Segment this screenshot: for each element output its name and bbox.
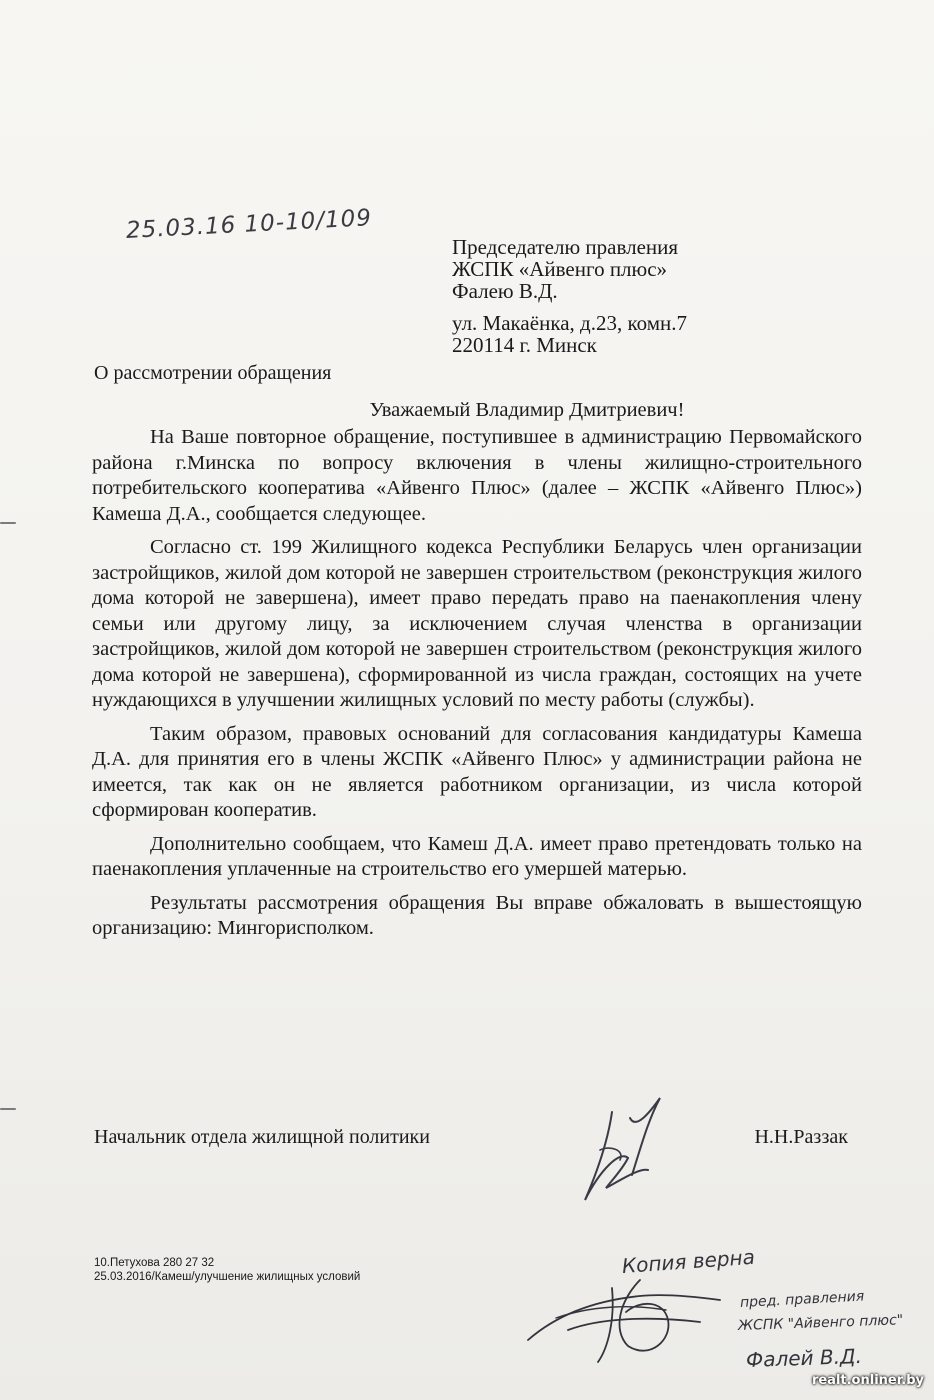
body-paragraph: Согласно ст. 199 Жилищного кодекса Республики Беларусь член организации застройщиков, жилой дом которой не завершен строительством (реконструкция жилого дома которой не завершена), имеет право передать право на паенакопления члену семьи или другому лицу, за исключением случая членства в организации застройщиков, жилой дом которой не завершен строительством (реконструкция жилого дома которой не завершена), сформированной из числа граждан, состоящих на учете нуждающихся в улучшении жилищных условий по месту работы (службы). (92, 536, 862, 711)
official-signature (585, 1098, 660, 1200)
executor-block (94, 1256, 360, 1284)
body-paragraph: Таким образом, правовых оснований для согласования кандидатуры Камеша Д.А. для принятия его в члены ЖСПК «Айвенго Плюс» у администрации района не имеется, так как он не является работником организации, из числа которой сформирован кооператив. (92, 722, 862, 821)
addressee-name: Фалею В.Д. (452, 279, 558, 303)
addressee-organization: ЖСПК «Айвенго плюс» (452, 257, 668, 281)
receipt-note-name: Фалей В.Д. (745, 1343, 863, 1372)
addressee-street: ул. Макаёнка, д.23, комн.7 (452, 311, 687, 335)
site-watermark: realt.onliner.by (811, 1373, 924, 1388)
body-paragraph: Результаты рассмотрения обращения Вы вправе обжаловать в вышестоящую организацию: Мингорисполком. (92, 891, 862, 939)
body-paragraph: На Ваше повторное обращение, поступившее в администрацию Первомайского района г.Минска по вопросу включения в члены жилищно-строительного потребительского кооператива «Айвенго Плюс» (далее – ЖСПК «Айвенго Плюс») Камеша Д.А., сообщается следующее. (92, 426, 862, 525)
salutation: Уважаемый Владимир Дмитриевич! (369, 399, 685, 421)
addressee-city: 220114 г. Минск (452, 333, 597, 357)
letter-subject: О рассмотрении обращения (94, 362, 332, 384)
executor-reference: 25.03.2016/Камеш/улучшение жилищных условий (94, 1271, 361, 1283)
executor-contact: 10.Петухова 280 27 32 (94, 1257, 215, 1269)
receipt-note-organization: ЖСПК "Айвенго плюс" (737, 1312, 904, 1334)
handwritten-registration-number: 25.03.16 10-10/109 (125, 205, 373, 244)
receipt-note-title: пред. правления (739, 1288, 865, 1311)
body-paragraph: Дополнительно сообщаем, что Камеш Д.А. имеет право претендовать только на паенакопления уплаченные на строительство его умершей матерью. (92, 832, 862, 880)
receipt-note-certified: Копия верна (621, 1244, 756, 1278)
signer-position: Начальник отдела жилищной политики (94, 1126, 430, 1148)
receipt-signature (556, 1307, 666, 1318)
addressee-title: Председателю правления (452, 235, 679, 259)
signer-name: Н.Н.Раззак (754, 1126, 848, 1148)
receipt-signature (528, 1280, 720, 1362)
